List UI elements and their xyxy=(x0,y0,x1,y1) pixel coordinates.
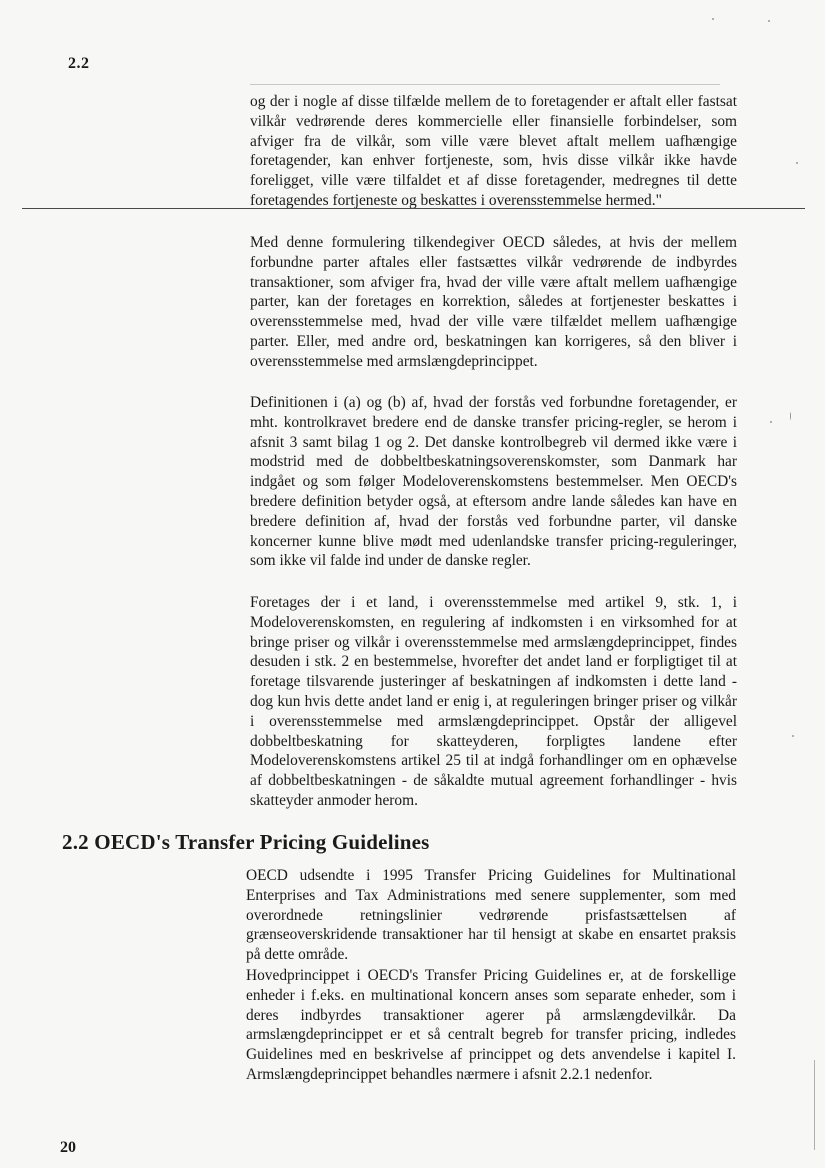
scan-edge-mark xyxy=(814,1060,815,1150)
scan-speck xyxy=(790,412,791,420)
body-paragraph: Foretages der i et land, i overensstemmelse med artikel 9, stk. 1, i Modeloverenskomsten, en regulering af indkomsten i en virksomhed for at bringe priser og vilkår i overensstemmelse med armslængdeprincippet, findes desuden i stk. 2 en bestemmelse, hvorefter det andet land er forpligtiget til at foretage tilsvarende justeringer af beskatningen af indkomsten i dette land - dog kun hvis dette andet land er enig i, at reguleringen bringer priser og vilkår i overensstemmelse med armslængdeprincippet. Opstår der alligevel dobbeltbeskatning for skatteyderen, forpligtes landene efter Modeloverenskomstens artikel 25 til at indgå forhandlinger om en ophævelse af dobbeltbeskatningen - de såkaldte mutual agreement forhandlinger - hvis skatteyder anmoder herom. xyxy=(250,594,737,809)
scan-speck xyxy=(768,20,770,22)
body-paragraph: OECD udsendte i 1995 Transfer Pricing Guidelines for Multinational Enterprises and Tax Administrations med senere supplementer, som med overordnede retningslinier vedrørende prisfastsættelsen af grænseoverskridende transaktioner har til hensigt at skabe en ensartet praksis på dette område. xyxy=(246,867,736,964)
page-number: 20 xyxy=(60,1139,76,1156)
body-paragraph: Hovedprincippet i OECD's Transfer Pricing Guidelines er, at de forskellige enheder i f.eks. en multinational koncern anses som separate enheder, som i deres indbyrdes transaktioner agerer på armslængdevilkår. Da armslængdeprincippet er et så centralt begreb for transfer pricing, indledes Guidelines med en beskrivelse af princippet og dets anvendelse i kapitel I. Armslængdeprincippet behandles nærmere i afsnit 2.2.1 nedenfor. xyxy=(246,967,736,1083)
paragraph-block-4 xyxy=(250,593,737,811)
scan-speck xyxy=(712,18,714,20)
paragraph-block-5 xyxy=(246,866,736,965)
header-rule xyxy=(250,84,720,85)
paragraph-block-6 xyxy=(246,966,736,1085)
paragraph-block-3 xyxy=(250,393,737,571)
body-paragraph: Med denne formulering tilkendegiver OECD således, at hvis der mellem forbundne parter aftales eller fastsættes vilkår vedrørende de indbyrdes transaktioner, som afviger fra, hvad der ville være aftalt mellem uafhængige parter, kan der foretages en korrektion, således at fortjenester beskattes i overensstemmelse med, hvad der ville være tilfældet mellem uafhængige parter. Eller, med andre ord, beskatningen kan korrigeres, så den bliver i overensstemmelse med armslængdeprincippet. xyxy=(250,234,737,370)
section-heading: 2.2 OECD's Transfer Pricing Guidelines xyxy=(62,830,430,854)
continued-quote-paragraph: og der i nogle af disse tilfælde mellem de to foretagender er aftalt eller fastsat vilkår vedrørende deres kommercielle eller finansielle forbindelser, som afviger fra de vilkår, som ville være blevet aftalt mellem uafhængige foretagender, kan enhver fortjeneste, som, hvis disse vilkår ikke havde foreligget, ville være tilfaldet et af disse foretagender, medregnes til dette foretagendes fortjeneste og beskattes i overensstemmelse hermed." xyxy=(250,93,737,209)
scan-speck xyxy=(792,735,794,737)
continued-quote-block xyxy=(250,92,737,211)
scan-speck xyxy=(796,162,798,164)
scan-speck xyxy=(770,421,772,423)
body-paragraph: Definitionen i (a) og (b) af, hvad der forstås ved forbundne foretagender, er mht. kontrolkravet bredere end de danske transfer pricing-regler, se herom i afsnit 3 samt bilag 1 og 2. Det danske kontrolbegreb vil dermed ikke være i modstrid med de dobbeltbeskatningsoverenskomster, som Danmark har indgået og som følger Modeloverenskomstens bestemmelser. Men OECD's bredere definition betyder også, at eftersom andre lande således kan have en bredere definition af, hvad der forstås ved forbundne parter, vil danske koncerner kunne blive mødt med udenlandske transfer pricing-reguleringer, som ikke vil falde ind under de danske regler. xyxy=(250,394,737,570)
paragraph-block-2 xyxy=(250,233,737,372)
running-head: 2.2 xyxy=(68,55,90,72)
strike-rule xyxy=(22,208,805,209)
